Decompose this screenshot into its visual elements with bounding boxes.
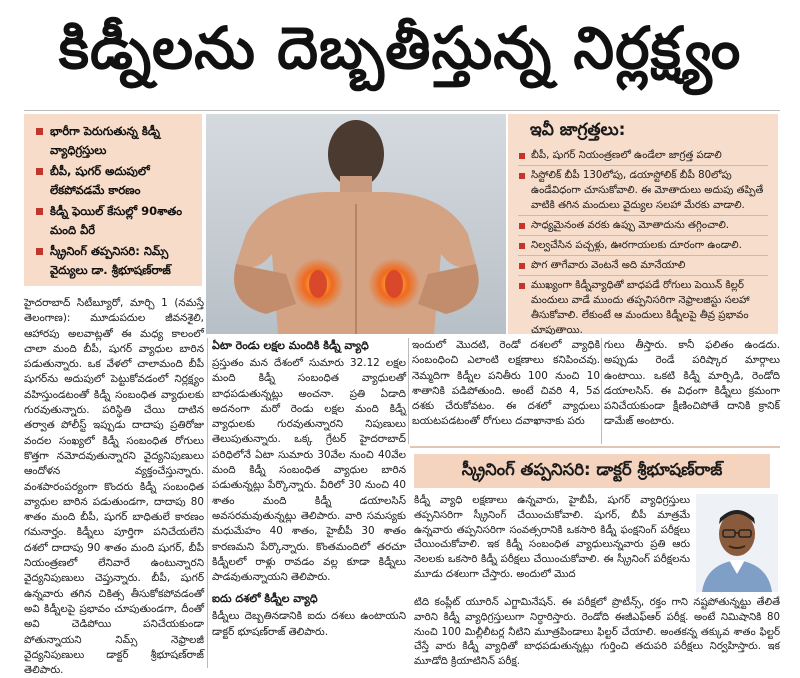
precaution-item: సిస్టోలిక్ బీపీ 130లోపు, డయాస్టోలిక్ బీపీ 80లోపు ఉండేవిధంగా చూసుకోవాలి. ఈ మోతాదులు అదుపు తప్పితే వాటికి తగిన మందులు వైద్యుల సలహా మేరకు వాడాలి. <box>518 168 768 216</box>
screening-paragraph: టిది కంప్లీట్ యూరిన్ ఎగ్జామినేషన్. ఈ పరీక్షలో ప్రొటీన్స్, రక్తం గాని నష్టపోతున్నట్టు తేలితే వారిని కిడ్నీ వ్యాధిగ్రస్తులుగా నిర్ధారిస్తారు. రెండోది ఈజీఎఫ్‌ఆర్ పరీక్ష. అంటే నిమిషానికి 80 నుంచి 100 మిల్లీలీటర్ల నీటిని మూత్రపిండాలు ఫిల్టర్ చేయాలి. అంతకన్న తక్కువ శాతం ఫిల్టర్ చేస్తే వారు కిడ్నీ వ్యాధితో బాధపడుతున్నట్లు గుర్తించి తదుపరి పరీక్షలు నిర్వహిస్తారు. ఇక మూడోది క్రియాటినిన్ పరీక్ష. <box>414 597 780 668</box>
highlight-item: బీపీ, షుగర్ అదుపులో లేకపోవడమే కారణం <box>34 162 194 200</box>
highlight-item: కిడ్నీ ఫెయిల్ కేసుల్లో 90శాతం మంది వీరే <box>34 202 194 240</box>
headline: కిడ్నీలను దెబ్బతీస్తున్న నిర్లక్ష్యం <box>58 13 742 82</box>
column-rule <box>601 338 602 444</box>
column-paragraph: ప్రస్తుతం మన దేశంలో సుమారు 32.12 లక్షల మంది కిడ్నీ సంబంధిత వ్యాధులతో బాధపడుతున్నట్లు అంచనా. ప్రతి ఏడాది అదనంగా మరో రెండు లక్షల మంది కిడ్నీ వ్యాధులకు గురవుతున్నారని నిపుణులు తెలుపుతున్నారు. ఒక్క గ్రేటర్ హైదరాబాద్ పరిధిలోనే ఏటా సుమారు 30వేల నుంచి 40వేల మంది కిడ్నీ సంబంధిత వ్యాధుల బారిన పడుతున్నట్లు పేర్కొన్నారు. వీరిలో 30 నుంచి 40 శాతం మంది కిడ్నీ డయాలసిస్ అవసరమవుతున్నట్లు తెలిపారు. వారి సమస్యకు మధుమేహం 40 శాతం, హైబీపీ 30 శాతం కారణమని పేర్కొన్నారు. కొంతమందిలో తరచూ కిడ్నీలలో రాళ్లు రావడం వల్ల కూడా కిడ్నీలు పాడవుతున్నాయని తెలిపారు. <box>212 357 406 584</box>
column-rule <box>207 338 208 668</box>
screening-paragraph: కిడ్నీ వ్యాధి లక్షణాలు ఉన్నవారు, హైబీపీ, షుగర్ వ్యాధిగ్రస్తులు తప్పనిసరిగా స్క్రీనింగ్ చేయించుకోవాలి. షుగర్, బీపీ మాత్రమే ఉన్నవారు తప్పనిసరిగా సంవత్సరానికి ఒకసారి కిడ్నీ ఫంక్షనింగ్ పరీక్షలు చేయించుకోవాలి. ఇక కిడ్నీ సంబంధిత వ్యాధులున్నవారు ప్రతి ఆరు నెలలకు ఒకసారి కిడ్నీ పరీక్షలు చేయించుకోవాలి. ఈ స్క్రీనింగ్ పరీక్షలను మూడు దశలుగా చేస్తారు. అందులో మొద <box>414 495 690 580</box>
column-subhead: ఏటా రెండు లక్షల మందికి కిడ్నీ వ్యాధి <box>212 339 369 352</box>
precaution-item: నిల్వచేసిన పచ్చళ్లు, ఊరగాయలకు దూరంగా ఉండాలి. <box>518 238 768 256</box>
article-column-4: గులు తీస్తారు. కానీ ఫలితం ఉండదు. అప్పుడు రెండే పరిష్కార మార్గాలు ఉంటాయి. ఒకటి కిడ్నీ మార్పిడి, రెండోది డయాలసిస్. ఈ విధంగా కిడ్నీలు క్రమంగా పనిచేయకుండా క్షీణించిపోతే దానికి క్రానిక్ డామేజ్ అంటారు. <box>604 339 780 428</box>
precaution-item: సాధ్యమైనంత వరకు ఉప్పు మోతాదును తగ్గించాలి. <box>518 218 768 236</box>
screening-title: స్క్రీనింగ్ తప్పనిసరి: డాక్టర్ శ్రీభూషణ్‌రాజ్ <box>414 454 770 488</box>
screening-box <box>410 446 780 670</box>
precaution-item: ముఖ్యంగా కిడ్నీవ్యాధితో బాధపడే రోగులు పెయిన్ కిల్లర్ మందులు వాడే ముందు తప్పనిసరిగా నెఫ్రాలజిస్టు సలహా తీసుకోవాలి. లేకుంటే ఆ మందులు కిడ్నీలపై తీవ్ర ప్రభావం చూపుతాయి. <box>518 278 768 340</box>
column-paragraph: కిడ్నీలు దెబ్బతినడానికి ఐదు దశలు ఉంటాయని డాక్టర్ భూషణ్‌రాజ్ తెలిపారు. <box>212 610 406 638</box>
article-column-2 <box>212 338 406 640</box>
headline-rule <box>24 110 780 111</box>
precautions-box <box>508 114 778 334</box>
doctor-portrait <box>696 494 778 592</box>
doctor-avatar-illustration <box>696 494 778 592</box>
kidney-pain-photo <box>206 114 506 334</box>
article-column-3: ఇందులో మొదటి, రెండో దశలలో వ్యాధికి సంబంధించి ఎలాంటి లక్షణాలు కనిపించవు. నెమ్మదిగా కిడ్నీల పనితీరు 100 నుంచి 10 శాతానికి పడిపోతుంది. అంటే చివరి 4, 5వ దశకు చేరుకోవటం. ఈ దశలో వ్యాధులు బయటపడటంతో రోగులు దవాఖానాకు పరు <box>412 339 600 428</box>
precaution-item: బీపీ, షుగర్ నియంత్రణలో ఉండేలా జాగ్రత్త పడాలి <box>518 148 768 166</box>
highlight-item: స్క్రీనింగ్ తప్పనిసరి: నిమ్స్ వైద్యులు డా. శ్రీభూషణ్‌రాజ్ <box>34 242 194 280</box>
highlight-item: భారీగా పెరుగుతున్న కిడ్నీ వ్యాధిగ్రస్తులు <box>34 122 194 160</box>
highlights-box <box>24 114 202 286</box>
column-subhead: ఐదు దశలో కిడ్నీల వ్యాధి <box>212 592 318 606</box>
man-back-illustration <box>206 114 506 334</box>
precautions-title: ఇవీ జాగ్రత్తలు: <box>530 120 626 140</box>
article-column-1: హైదరాబాద్ సిటీబ్యూరో, మార్చి 1 (నమస్తే తెలంగాణ): మూడుపదుల జీవనశైలి, ఆహారపు అలవాట్లతో ఈ మధ్య కాలంలో చాలా మంది బీపీ, షుగర్ వ్యాధుల బారిన పడుతున్నారు. ఒక వేళలో చాలామంది బీపీ షుగర్‌ను అదుపులో పెట్టుకోవడంలో నిర్లక్ష్యం వహిస్తుండటంతో కిడ్నీ సంబంధిత వ్యాధులకు గురవుతున్నారు. పరిస్థితి చేయి దాటిన తర్వాత పోలీస్ట్ ఇప్పుడు దాదాపు ప్రతిరోజు వందల సంఖ్యలో కిడ్నీ సంబంధిత రోగులు కొత్తగా నమోదవుతున్నారని వైద్యనిపుణులు ఆందోళన వ్యక్తంచేస్తున్నారు. వంశపారంపర్యంగా కొందరు కిడ్నీ సంబంధిత వ్యాధుల బారిన పడుతుండగా, దాదాపు 80 శాతం మంది బీపీ, షుగర్ బాధితులే కారణం గమనార్హం. కిడ్నీలు పూర్తిగా పనిచేయలేని దశలో దాదాపు 90 శాతం మంది షుగర్, బీపీ నియంత్రణలో లేనివారే ఉంటున్నారని వైద్యనిపుణులు చెప్తున్నారు. బీపీ, షుగర్ ఉన్నవారు తగిన చికిత్స తీసుకోకపోవడంతో అవి కిడ్నీలపై ప్రభావం చూపుతుండగా, దీంతో అవి చెడిపోయి పనిచేయకుండా పోతున్నాయని నిమ్స్ నెఫ్రాలజీ వైద్యనిపుణులు డాక్టర్ శ్రీభూషణ్‌రాజ్ తెలిపారు. <box>24 297 204 677</box>
column-rule <box>408 338 409 444</box>
precaution-item: పొగ తాగేవారు వెంటనే అది మానేయాలి <box>518 258 768 276</box>
